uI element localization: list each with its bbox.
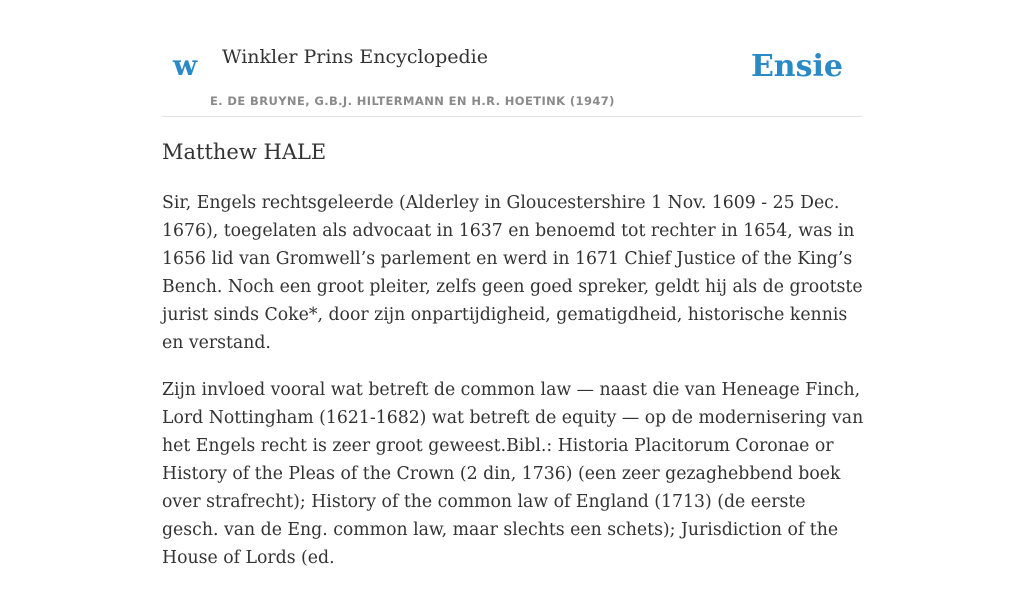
encyclopedia-authors: E. DE BRUYNE, G.B.J. HILTERMANN EN H.R. HOETINK (1947): [210, 94, 615, 108]
encyclopedia-title: Winkler Prins Encyclopedie: [222, 46, 488, 68]
winkler-prins-logo[interactable]: w: [173, 49, 198, 82]
ensie-logo-link[interactable]: Ensie: [750, 49, 843, 84]
article: [162, 138, 864, 591]
article-title: Matthew HALE: [162, 140, 327, 164]
article-paragraph-1: Sir, Engels rechtsgeleerde (Alderley in Gloucestershire 1 Nov. 1609 - 25 Dec. 1676), toegelaten als advocaat in 1637 en benoemd tot rechter in 1654, was in 1656 lid van Gromwell’s parlement en werd in 1671 Chief Justice of the King’s Bench. Noch een groot pleiter, zelfs geen goed spreker, geldt hij als de grootste jurist sinds Coke*, door zijn onpartijdigheid, gematigdheid, historische kennis en verstand.: [162, 193, 863, 354]
article-paragraph-2: Zijn invloed vooral wat betreft de common law — naast die van Heneage Finch, Lord Nottingham (1621-1682) wat betreft de equity — op de modernisering van het Engels recht is zeer groot geweest.Bibl.: Historia Placitorum Coronae or History of the Pleas of the Crown (2 din, 1736) (een zeer gezaghebbend boek over strafrecht); History of the common law of England (1713) (de eerste gesch. van de Eng. common law, maar slechts een schets); Jurisdiction of the House of Lords (ed.: [162, 380, 864, 569]
site-header: [162, 0, 862, 117]
